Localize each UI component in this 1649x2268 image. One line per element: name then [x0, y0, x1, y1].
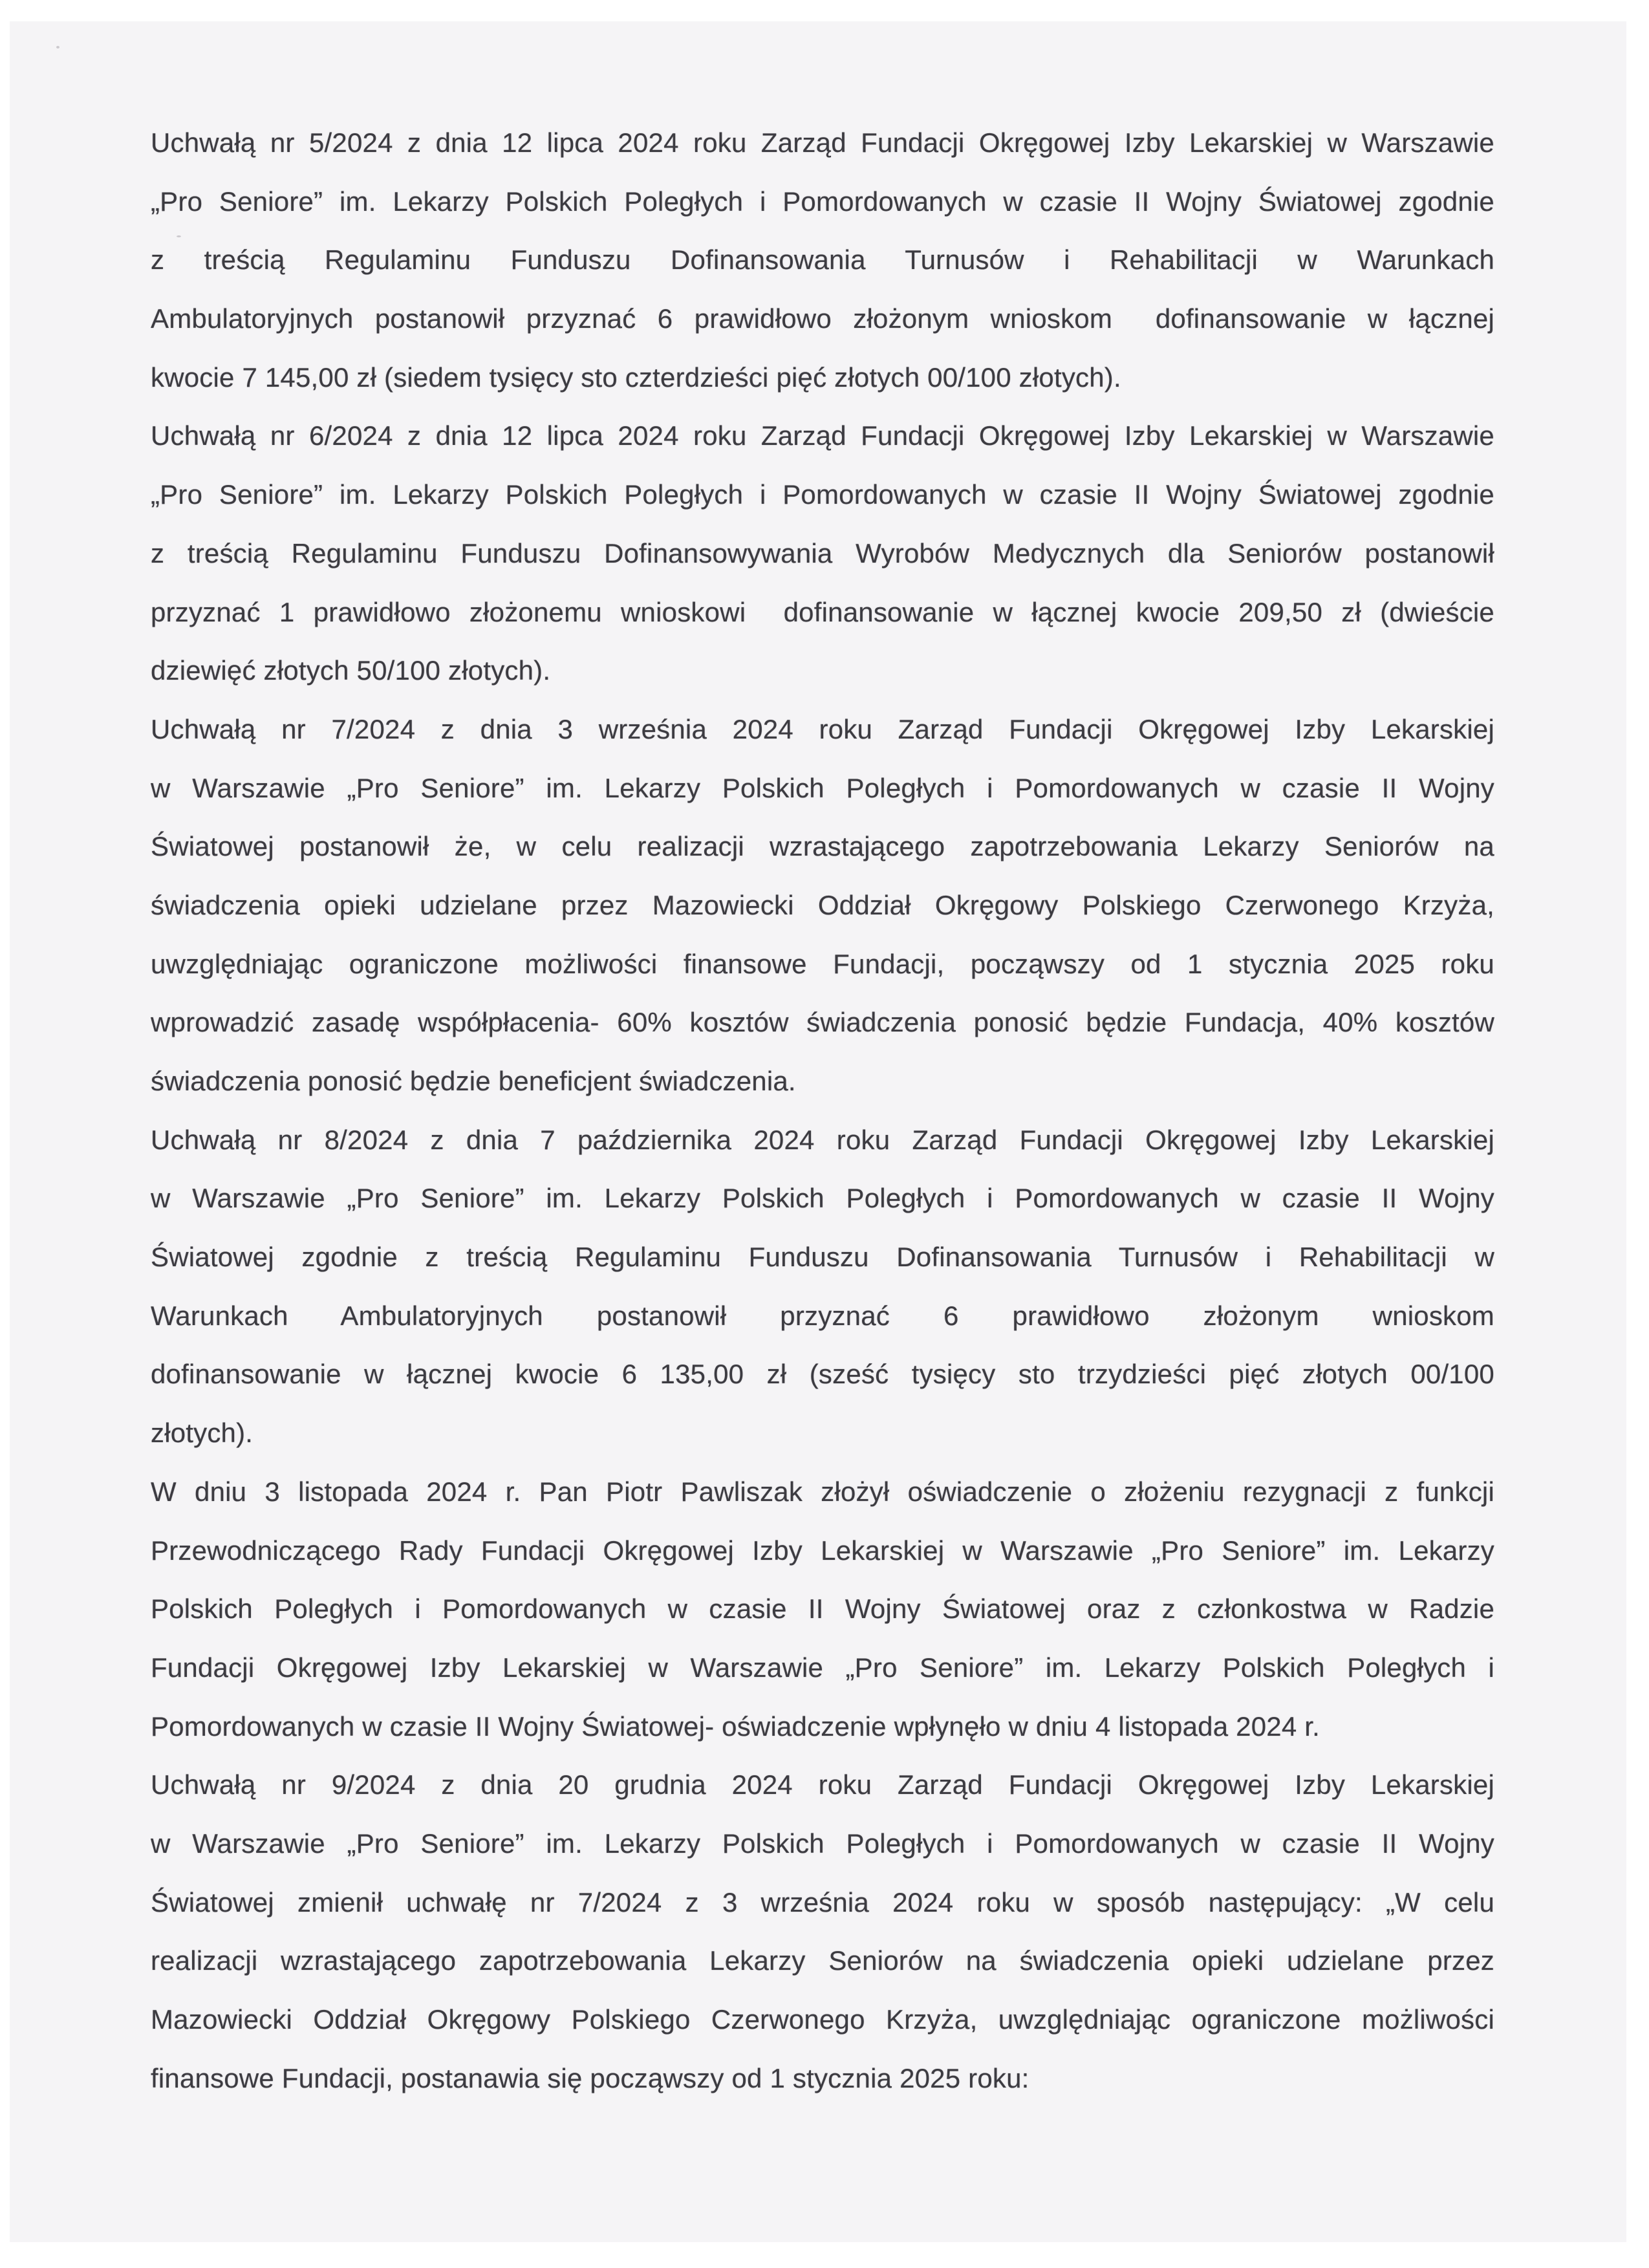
text-line: uwzględniając ograniczone możliwości finansowe Fundacji, począwszy od 1 stycznia 2025 roku [151, 948, 1494, 979]
text-line: złotych). [151, 1418, 253, 1449]
text-line: Uchwałą nr 9/2024 z dnia 20 grudnia 2024 roku Zarząd Fundacji Okręgowej Izby Lekarskiej [151, 1769, 1494, 1800]
text-line: Mazowiecki Oddział Okręgowy Polskiego Czerwonego Krzyża, uwzględniając ograniczone możliwości [151, 2004, 1494, 2035]
text-line: Polskich Poległych i Pomordowanych w czasie II Wojny Światowej oraz z członkostwa w Radzie [151, 1593, 1494, 1625]
text-line: Warunkach Ambulatoryjnych postanowił przyznać 6 prawidłowo złożonym wnioskom [151, 1300, 1494, 1331]
text-line: w Warszawie „Pro Seniore” im. Lekarzy Polskich Poległych i Pomordowanych w czasie II Wojny [151, 772, 1494, 803]
text-line: kwocie 7 145,00 zł (siedem tysięcy sto czterdzieści pięć złotych 00/100 złotych). [151, 362, 1121, 393]
text-line: Przewodniczącego Rady Fundacji Okręgowej Izby Lekarskiej w Warszawie „Pro Seniore” im. Lekarzy [151, 1535, 1494, 1566]
text-line: z treścią Regulaminu Funduszu Dofinansowywania Wyrobów Medycznych dla Seniorów postanowił [151, 537, 1494, 568]
text-line: Fundacji Okręgowej Izby Lekarskiej w Warszawie „Pro Seniore” im. Lekarzy Polskich Poległych i [151, 1652, 1494, 1683]
text-line: finansowe Fundacji, postanawia się począwszy od 1 stycznia 2025 roku: [151, 2062, 1029, 2093]
text-line: Uchwałą nr 5/2024 z dnia 12 lipca 2024 roku Zarząd Fundacji Okręgowej Izby Lekarskiej w Warszawie [151, 127, 1494, 158]
text-line: Uchwałą nr 7/2024 z dnia 3 września 2024 roku Zarząd Fundacji Okręgowej Izby Lekarskiej [151, 713, 1494, 744]
text-line: dofinansowanie w łącznej kwocie 6 135,00 zł (sześć tysięcy sto trzydzieści pięć złotych 00/100 [151, 1359, 1494, 1390]
text-line: z treścią Regulaminu Funduszu Dofinansowania Turnusów i Rehabilitacji w Warunkach [151, 244, 1494, 275]
text-line: wprowadzić zasadę współpłacenia- 60% kosztów świadczenia ponosić będzie Fundacja, 40% kosztów [151, 1007, 1494, 1038]
text-line: świadczenia opieki udzielane przez Mazowiecki Oddział Okręgowy Polskiego Czerwonego Krzyża, [151, 889, 1494, 920]
text-line: „Pro Seniore” im. Lekarzy Polskich Poległych i Pomordowanych w czasie II Wojny Światowej zgodnie [151, 479, 1494, 510]
text-line: Światowej zgodnie z treścią Regulaminu Funduszu Dofinansowania Turnusów i Rehabilitacji w [151, 1242, 1494, 1273]
text-line: Pomordowanych w czasie II Wojny Światowej- oświadczenie wpłynęło w dniu 4 listopada 2024 r. [151, 1711, 1320, 1742]
text-line: Światowej zmienił uchwałę nr 7/2024 z 3 września 2024 roku w sposób następujący: „W celu [151, 1886, 1494, 1917]
text-line: W dniu 3 listopada 2024 r. Pan Piotr Pawliszak złożył oświadczenie o złożeniu rezygnacji z funkcji [151, 1476, 1494, 1507]
text-line: „Pro Seniore” im. Lekarzy Polskich Poległych i Pomordowanych w czasie II Wojny Światowej zgodnie [151, 186, 1494, 217]
document-text-block [151, 114, 1494, 2108]
text-line: Światowej postanowił że, w celu realizacji wzrastającego zapotrzebowania Lekarzy Seniorów na [151, 831, 1494, 862]
text-line: dziewięć złotych 50/100 złotych). [151, 655, 551, 686]
text-line: w Warszawie „Pro Seniore” im. Lekarzy Polskich Poległych i Pomordowanych w czasie II Wojny [151, 1183, 1494, 1214]
text-line: w Warszawie „Pro Seniore” im. Lekarzy Polskich Poległych i Pomordowanych w czasie II Wojny [151, 1828, 1494, 1859]
text-line: Ambulatoryjnych postanowił przyznać 6 prawidłowo złożonym wnioskom dofinansowanie w łącznej [151, 303, 1494, 334]
text-line: Uchwałą nr 8/2024 z dnia 7 października 2024 roku Zarząd Fundacji Okręgowej Izby Lekarskiej [151, 1124, 1494, 1155]
scan-speck [56, 46, 59, 49]
text-line: świadczenia ponosić będzie beneficjent świadczenia. [151, 1066, 796, 1096]
text-line: przyznać 1 prawidłowo złożonemu wnioskowi dofinansowanie w łącznej kwocie 209,50 zł (dwieście [151, 596, 1494, 627]
text-line: realizacji wzrastającego zapotrzebowania Lekarzy Seniorów na świadczenia opieki udzielane przez [151, 1945, 1494, 1976]
text-line: Uchwałą nr 6/2024 z dnia 12 lipca 2024 roku Zarząd Fundacji Okręgowej Izby Lekarskiej w Warszawie [151, 420, 1494, 451]
